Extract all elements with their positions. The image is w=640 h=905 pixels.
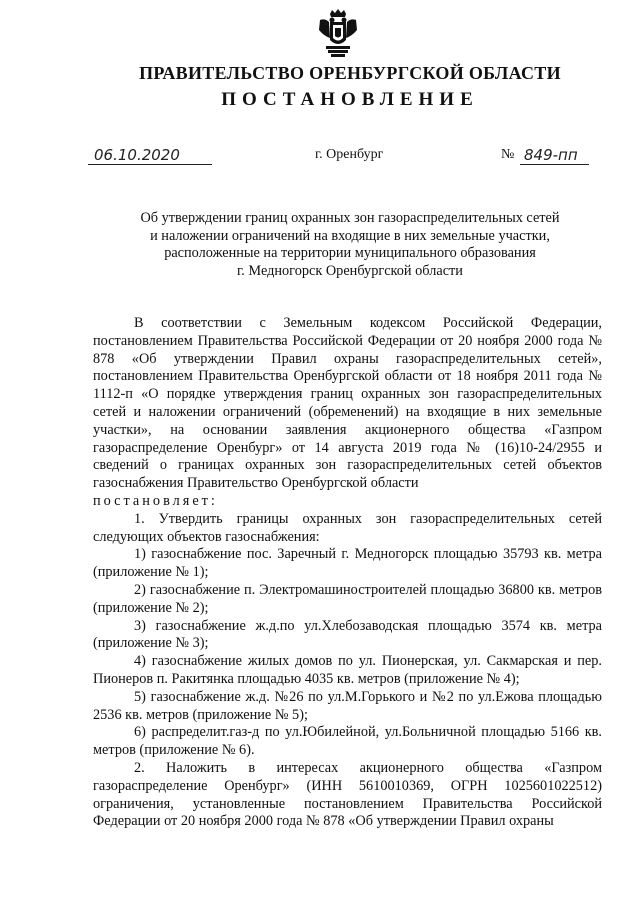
subject-line: и наложении ограничений на входящие в них земельные участки, <box>150 227 550 244</box>
subitem-paragraph: 1) газоснабжение пос. Заречный г. Медногорск площадью 35793 кв. метра (приложение № 1); <box>93 546 602 581</box>
subitem-paragraph: 2) газоснабжение п. Электромашиностроителей площадью 36800 кв. метров (приложение № 2); <box>93 581 602 616</box>
subitem-paragraph: 4) газоснабжение жилых домов по ул. Пионерская, ул. Сакмарская и пер. Пионеров п. Ракитянка площадью 4035 кв. метров (приложение № 4); <box>93 653 602 687</box>
document-city: г. Оренбург <box>315 147 384 162</box>
subitem-paragraph: 3) газоснабжение ж.д.по ул.Хлебозаводская площадью 3574 кв. метра (приложение № 3); <box>93 617 602 652</box>
document-body <box>93 315 602 831</box>
coat-of-arms-emblem <box>317 8 359 58</box>
subject-line: Об утверждении границ охранных зон газораспределительных сетей <box>140 210 560 226</box>
document-date: 06.10.2020 <box>88 146 212 165</box>
resolves-word: постановляет: <box>93 492 218 509</box>
item-paragraph: 2. Наложить в интересах акционерного общества «Газпром газораспределение Оренбург» (ИНН 5610010369, ОГРН 1025601022512) ограничения, установленные постановлением Правительства Российской Федерации от 20 ноября 2000 года № 878 «Об утверждении Правил охраны <box>93 759 602 830</box>
document-type: ПОСТАНОВЛЕНИЕ <box>221 89 479 110</box>
subitem-paragraph: 6) распределит.газ-д по ул.Юбилейной, ул.Больничной площадью 5166 кв. метров (приложение № 6). <box>93 724 602 759</box>
subitem-paragraph: 5) газоснабжение ж.д. №26 по ул.М.Горького и №2 по ул.Ежова площадью 2536 кв. метров (приложение № 5); <box>93 688 602 723</box>
document-number-label: № <box>501 147 515 162</box>
item-paragraph: 1. Утвердить границы охранных зон газораспределительных сетей следующих объектов газоснабжения: <box>93 510 602 545</box>
subject-line: г. Медногорск Оренбургской области <box>237 262 463 279</box>
document-meta-row <box>0 146 640 170</box>
document-subject <box>100 210 600 280</box>
document-number: 849-пп <box>520 146 589 165</box>
government-name: ПРАВИТЕЛЬСТВО ОРЕНБУРГСКОЙ ОБЛАСТИ <box>139 63 561 83</box>
subject-line: расположенные на территории муниципального образования <box>164 245 536 261</box>
preamble-paragraph: В соответствии с Земельным кодексом Российской Федерации, постановлением Правительства Российской Федерации от 20 ноября 2000 года № 878 «Об утверждении Правил охраны газораспределительных сетей», постановлением Правительства Оренбургской области от 18 ноября 2011 года № 1112-п «О порядке утверждения границ охранных зон газораспределительных сетей и наложении ограничений (обременений) на входящие в них земельные участки», на основании заявления акционерного общества «Газпром газораспределение Оренбург» от 14 августа 2019 года № (16)10-24/2955 и сведений о границах охранных зон газораспределительных сетей объектов газоснабжения Правительство Оренбургской области <box>93 315 602 492</box>
